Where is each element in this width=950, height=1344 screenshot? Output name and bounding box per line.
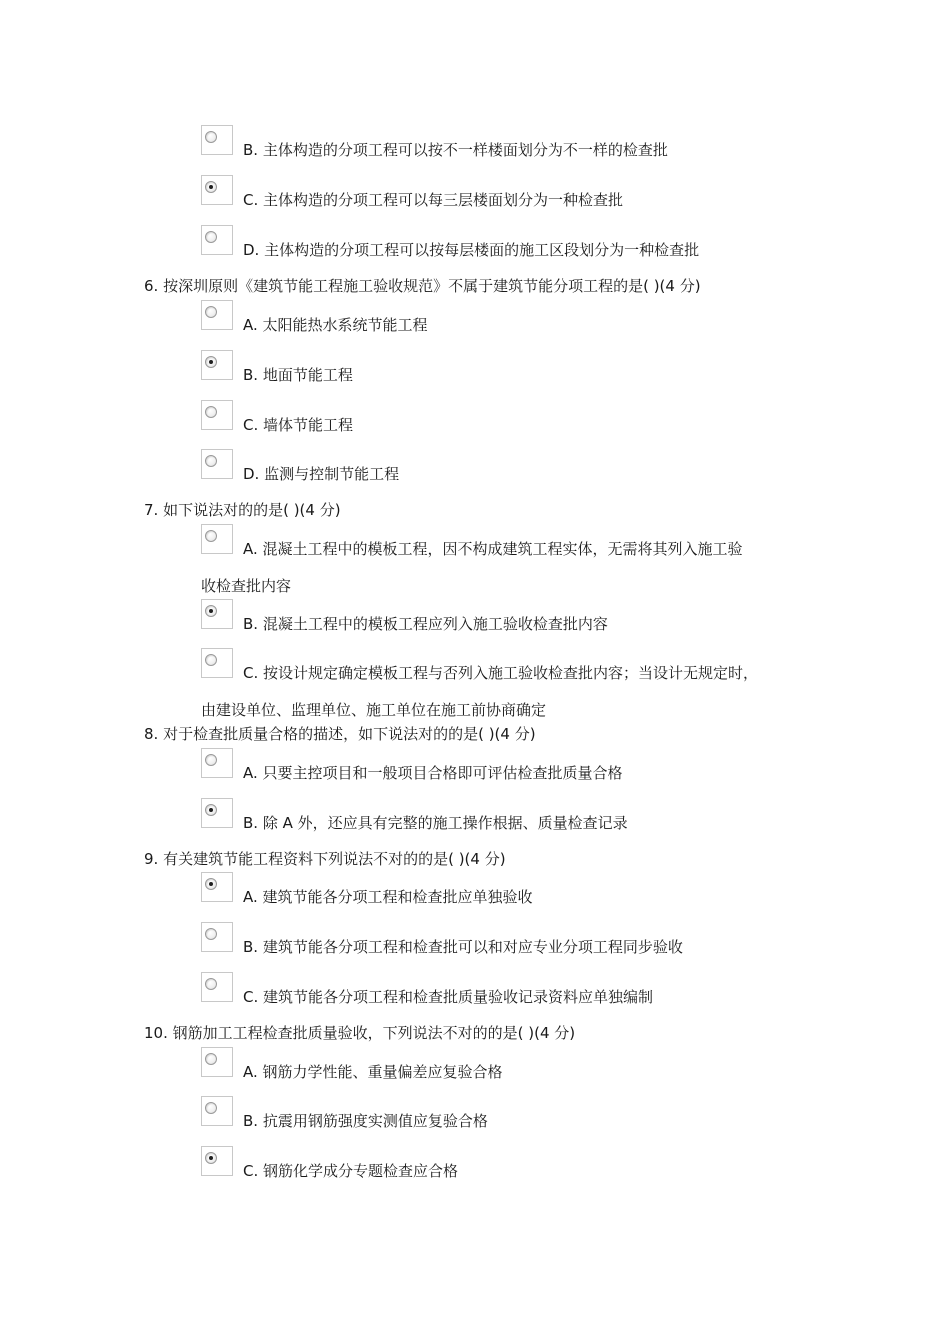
radio-box[interactable] [201,350,233,380]
radio-box[interactable] [201,225,233,255]
radio-box[interactable] [201,922,233,952]
radio-button-unchecked-icon[interactable] [205,406,217,418]
option-label: D. 主体构造的分项工程可以按每层楼面的施工区段划分为一种检查批 [243,241,700,259]
radio-button-checked-icon[interactable] [205,356,217,368]
option-label: B. 混凝土工程中的模板工程应列入施工验收检查批内容 [243,615,608,633]
q5-option-b[interactable] [201,125,821,161]
q9-option-b[interactable] [201,922,821,958]
radio-box[interactable] [201,175,233,205]
option-label: B. 抗震用钢筋强度实测值应复验合格 [243,1112,488,1130]
q5-option-d[interactable] [201,225,821,261]
radio-button-unchecked-icon[interactable] [205,455,217,467]
radio-box[interactable] [201,125,233,155]
radio-button-unchecked-icon[interactable] [205,306,217,318]
q6-option-d[interactable] [201,449,821,485]
question-10-text: 10. 钢筋加工工程检查批质量验收，下列说法不对的的是( )(4 分) [144,1024,576,1042]
radio-box[interactable] [201,648,233,678]
q10-option-b[interactable] [201,1096,821,1132]
radio-button-unchecked-icon[interactable] [205,131,217,143]
radio-box[interactable] [201,1146,233,1176]
radio-box[interactable] [201,872,233,902]
question-8-text: 8. 对于检查批质量合格的描述，如下说法对的的是( )(4 分) [144,725,536,743]
option-label: B. 地面节能工程 [243,366,353,384]
option-label: A. 钢筋力学性能、重量偏差应复验合格 [243,1063,503,1081]
option-label: C. 建筑节能各分项工程和检查批质量验收记录资料应单独编制 [243,988,654,1006]
radio-box[interactable] [201,524,233,554]
option-label: A. 建筑节能各分项工程和检查批应单独验收 [243,888,533,906]
option-label: C. 主体构造的分项工程可以每三层楼面划分为一种检查批 [243,191,624,209]
radio-box[interactable] [201,972,233,1002]
option-label: C. 钢筋化学成分专题检查应合格 [243,1162,459,1180]
option-label: B. 建筑节能各分项工程和检查批可以和对应专业分项工程同步验收 [243,938,683,956]
q6-option-b[interactable] [201,350,821,386]
radio-button-checked-icon[interactable] [205,804,217,816]
question-6-text: 6. 按深圳原则《建筑节能工程施工验收规范》不属于建筑节能分项工程的是( )(4 分) [144,277,701,295]
radio-box[interactable] [201,798,233,828]
question-7-text: 7. 如下说法对的的是( )(4 分) [144,501,341,519]
question-9-text: 9. 有关建筑节能工程资料下列说法不对的的是( )(4 分) [144,850,506,868]
radio-box[interactable] [201,1096,233,1126]
q8-option-b[interactable] [201,798,821,834]
radio-box[interactable] [201,599,233,629]
radio-button-unchecked-icon[interactable] [205,928,217,940]
radio-box[interactable] [201,400,233,430]
option-label: B. 主体构造的分项工程可以按不一样楼面划分为不一样的检查批 [243,141,668,159]
radio-button-checked-icon[interactable] [205,1152,217,1164]
radio-box[interactable] [201,1047,233,1077]
radio-button-unchecked-icon[interactable] [205,1102,217,1114]
option-label: A. 混凝土工程中的模板工程，因不构成建筑工程实体，无需将其列入施工验 [243,540,743,558]
radio-button-unchecked-icon[interactable] [205,754,217,766]
radio-button-unchecked-icon[interactable] [205,978,217,990]
q6-option-a[interactable] [201,300,821,336]
q5-option-c[interactable] [201,175,821,211]
q10-option-c[interactable] [201,1146,821,1182]
radio-box[interactable] [201,748,233,778]
q6-option-c[interactable] [201,400,821,436]
radio-button-unchecked-icon[interactable] [205,530,217,542]
radio-box[interactable] [201,300,233,330]
option-label: C. 按设计规定确定模板工程与否列入施工验收检查批内容；当设计无规定时， [243,664,759,682]
radio-button-unchecked-icon[interactable] [205,231,217,243]
option-label-continued: 收检查批内容 [201,577,292,595]
option-label: C. 墙体节能工程 [243,416,354,434]
radio-button-checked-icon[interactable] [205,181,217,193]
q8-option-a[interactable] [201,748,821,784]
q7-option-c[interactable] [201,648,821,684]
option-label: A. 太阳能热水系统节能工程 [243,316,428,334]
radio-button-checked-icon[interactable] [205,878,217,890]
q9-option-c[interactable] [201,972,821,1008]
option-label: D. 监测与控制节能工程 [243,465,400,483]
option-label: B. 除 A 外，还应具有完整的施工操作根据、质量检查记录 [243,814,628,832]
q9-option-a[interactable] [201,872,821,908]
radio-box[interactable] [201,449,233,479]
q10-option-a[interactable] [201,1047,821,1083]
option-label: A. 只要主控项目和一般项目合格即可评估检查批质量合格 [243,764,623,782]
radio-button-unchecked-icon[interactable] [205,1053,217,1065]
option-label-continued: 由建设单位、监理单位、施工单位在施工前协商确定 [201,701,547,719]
radio-button-checked-icon[interactable] [205,605,217,617]
q7-option-b[interactable] [201,599,821,635]
radio-button-unchecked-icon[interactable] [205,654,217,666]
q7-option-a[interactable] [201,524,821,560]
